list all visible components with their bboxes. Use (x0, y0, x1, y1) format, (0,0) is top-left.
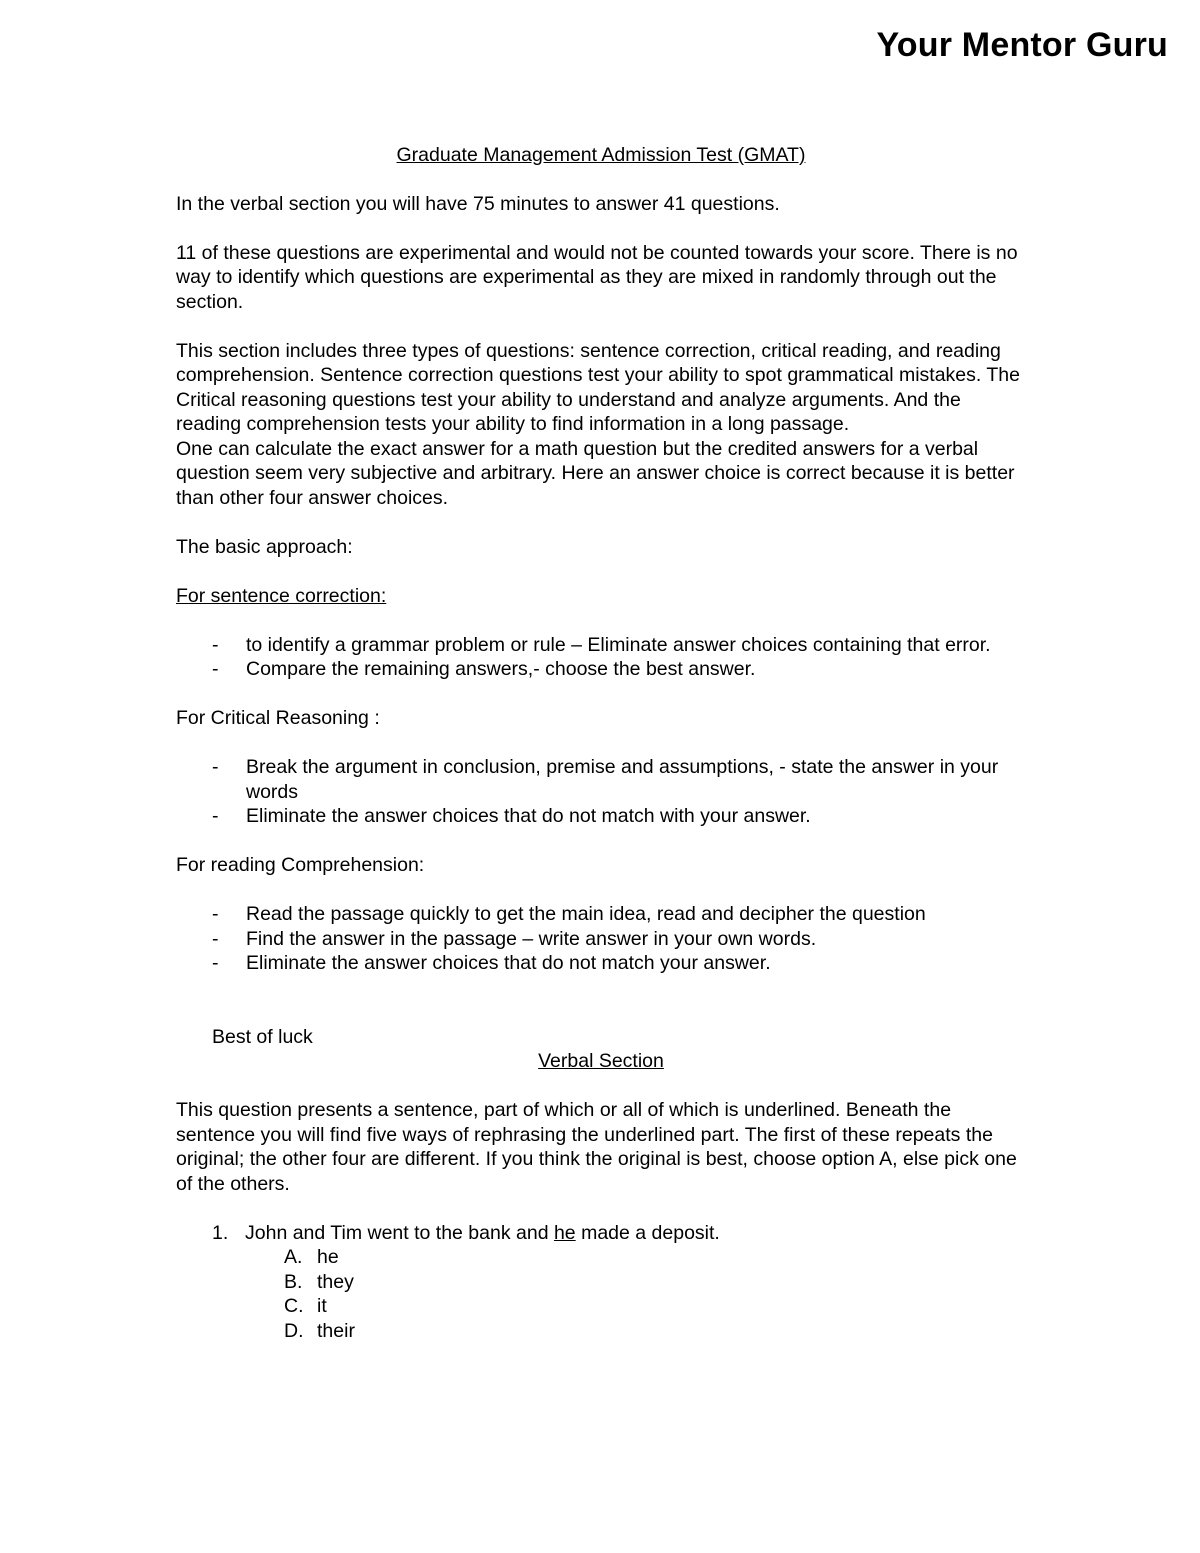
answer-option-c (284, 1294, 1026, 1319)
dash-bullet: - (212, 805, 219, 827)
question-text-after: made a deposit. (575, 1221, 720, 1244)
section-heading-sentence-correction: For sentence correction: (176, 584, 387, 607)
dash-bullet: - (212, 633, 219, 656)
list-item (176, 902, 1026, 927)
list-item-text: Read the passage quickly to get the main idea, read and decipher the question (246, 903, 926, 925)
list-item (176, 633, 1026, 658)
section-heading-critical-reasoning: For Critical Reasoning : (176, 707, 380, 729)
option-letter: A. (284, 1246, 303, 1268)
closing-text: Best of luck (212, 1025, 313, 1048)
intro-paragraph-3: This section includes three types of questions: sentence correction, critical reading, and reading comprehension. Sentence correction questions test your ability to spot grammatical mistakes. The Critical reasoning questions test your ability to understand and analyze arguments. And the reading comprehension tests your ability to find information in a long passage. (176, 339, 1020, 435)
dash-bullet: - (212, 903, 219, 925)
intro-paragraph-1: In the verbal section you will have 75 minutes to answer 41 questions. (176, 192, 780, 215)
question-number: 1. (212, 1221, 229, 1244)
document-title: Graduate Management Admission Test (GMAT) (396, 144, 806, 166)
list-item-text: Eliminate the answer choices that do not match your answer. (246, 952, 771, 974)
option-text: it (317, 1295, 327, 1317)
dash-bullet: - (212, 658, 219, 680)
list-item (176, 657, 1026, 682)
option-text: they (317, 1270, 354, 1293)
list-item-text: Eliminate the answer choices that do not match with your answer. (246, 805, 811, 827)
list-item-text: to identify a grammar problem or rule – Eliminate answer choices containing that error. (246, 633, 991, 656)
list-item (176, 927, 1026, 952)
list-item (176, 804, 1026, 829)
option-text: he (317, 1246, 339, 1268)
verbal-section-heading: Verbal Section (538, 1050, 664, 1072)
option-letter: D. (284, 1319, 304, 1342)
sentence-correction-list (176, 633, 1026, 682)
option-letter: C. (284, 1295, 304, 1317)
critical-reasoning-list (176, 755, 1026, 829)
answer-option-d (284, 1319, 1026, 1344)
intro-paragraph-4: One can calculate the exact answer for a math question but the credited answers for a verbal question seem very subjective and arbitrary. Here an answer choice is correct because it is better than other four answer choices. (176, 437, 1015, 509)
intro-paragraph-5: The basic approach: (176, 535, 353, 558)
document-body (176, 143, 1026, 1343)
dash-bullet: - (212, 952, 219, 974)
list-item-text: Compare the remaining answers,- choose the best answer. (246, 658, 756, 680)
brand-logo-text: Your Mentor Guru (876, 26, 1168, 64)
list-item (176, 755, 1026, 804)
answer-options (176, 1245, 1026, 1343)
reading-comprehension-list (176, 902, 1026, 976)
list-item (176, 951, 1026, 976)
question-1 (176, 1221, 1026, 1246)
intro-paragraph-2: 11 of these questions are experimental and would not be counted towards your score. There is no way to identify which questions are experimental as they are mixed in randomly through out the section. (176, 241, 1018, 313)
verbal-instructions: This question presents a sentence, part of which or all of which is underlined. Beneath the sentence you will find five ways of rephrasing the underlined part. The first of these repeats the original; the other four are different. If you think the original is best, choose option A, else pick one of the others. (176, 1099, 1017, 1195)
question-text-before: John and Tim went to the bank and (245, 1221, 554, 1244)
section-heading-reading-comprehension: For reading Comprehension: (176, 854, 425, 876)
option-text: their (317, 1319, 355, 1342)
dash-bullet: - (212, 756, 219, 778)
list-item-text: Break the argument in conclusion, premise and assumptions, - state the answer in your words (246, 756, 999, 803)
answer-option-a (284, 1245, 1026, 1270)
dash-bullet: - (212, 927, 219, 950)
answer-option-b (284, 1270, 1026, 1295)
question-underlined-part: he (553, 1221, 576, 1244)
option-letter: B. (284, 1270, 303, 1293)
list-item-text: Find the answer in the passage – write answer in your own words. (246, 927, 817, 950)
